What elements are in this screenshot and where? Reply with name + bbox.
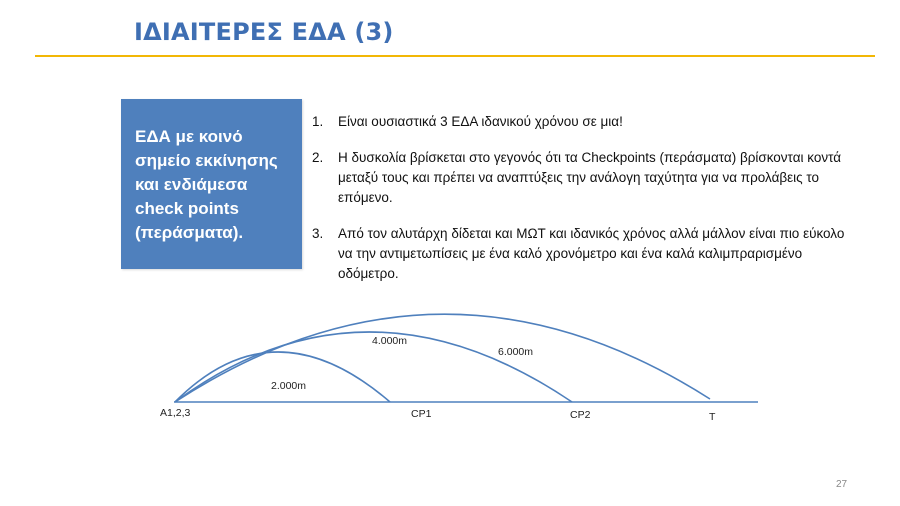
arc-label-long: 6.000m bbox=[498, 346, 534, 358]
point-label-finish: T bbox=[709, 411, 716, 423]
point-label-cp1: CP1 bbox=[411, 408, 432, 420]
slide-title: ΙΔΙΑΙΤΕΡΕΣ ΕΔΑ (3) bbox=[134, 18, 394, 46]
list-item-number: 3. bbox=[312, 226, 324, 241]
arc-long bbox=[175, 314, 710, 402]
callout-line: και ενδιάμεσα bbox=[135, 175, 248, 194]
arc-short bbox=[175, 352, 390, 402]
list-item-text: Είναι ουσιαστικά 3 ΕΔΑ ιδανικού χρόνου σε μια! bbox=[338, 114, 623, 129]
list-item-text: Από τον αλυτάρχη δίδεται και ΜΩΤ και ιδανικός χρόνος αλλά μάλλον είναι πιο εύκολο να την αντιμετωπίσεις με ένα καλό χρονόμετρο και ένα καλά καλιμπραρισμένο οδόμετρο. bbox=[338, 226, 845, 281]
page-number: 27 bbox=[836, 479, 848, 490]
list-item-text: Η δυσκολία βρίσκεται στο γεγονός ότι τα Checkpoints (περάσματα) βρίσκονται κοντά μεταξύ τους και πρέπει να αναπτύξεις την ανάλογη ταχύτητα για να προλάβεις το επόμενο. bbox=[338, 150, 842, 205]
callout-line: ΕΔΑ με κοινό bbox=[135, 127, 243, 146]
list-item-number: 2. bbox=[312, 150, 324, 165]
point-label-cp2: CP2 bbox=[570, 409, 591, 421]
list-item-number: 1. bbox=[312, 114, 324, 129]
arc-label-medium: 4.000m bbox=[372, 335, 408, 347]
callout-line: (περάσματα). bbox=[135, 223, 244, 242]
point-label-start: A1,2,3 bbox=[160, 407, 191, 419]
callout-line: check points bbox=[135, 199, 239, 218]
callout-line: σημείο εκκίνησης bbox=[135, 151, 278, 170]
arc-label-short: 2.000m bbox=[271, 380, 307, 392]
